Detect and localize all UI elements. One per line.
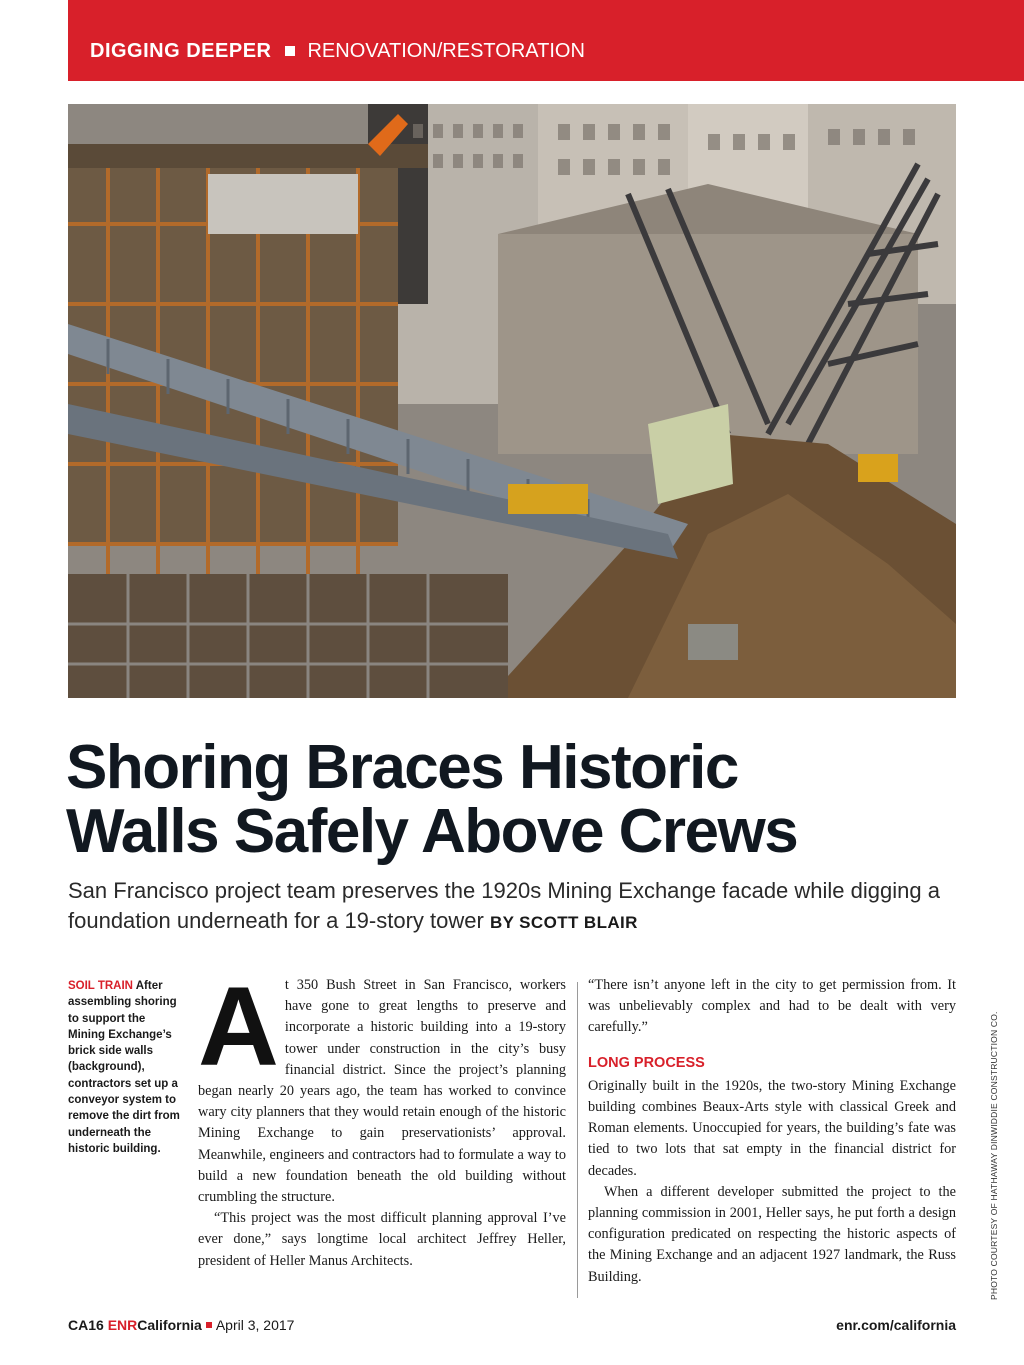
article-paragraph-1: t 350 Bush Street in San Francisco, workers have gone to great lengths to preserve and incorporate a historic building into a 19-story tower under construction in the city’s busy financial district. Since the project’s planning began nearly 20 years ago, the team has worked to convince wary city planners that they would retain enough of the historic Mining Exchange to gain preservationists’ approval. Meanwhile, engineers and contractors had to formulate a way to build a new foundation beneath the old building without crumbling the structure.: [198, 977, 566, 1206]
section-label: [90, 40, 585, 63]
brand-enr: ENR: [107, 1317, 138, 1333]
article-paragraph-2: “This project was the most difficult planning approval I’ve ever done,” says longtime local architect Jeffrey Heller, president of Heller Manus Architects.: [198, 1210, 566, 1269]
subhead: LONG PROCESS: [588, 1054, 705, 1071]
separator-square: [285, 46, 295, 56]
footer-info: [68, 1317, 294, 1333]
page-footer: [68, 1317, 956, 1341]
photo-caption: [68, 978, 180, 1157]
photo-credit: PHOTO COURTESY OF HATHAWAY DINWIDDIE CONSTRUCTION CO.: [989, 1011, 999, 1300]
article-column-1: [198, 964, 566, 1272]
footer-url[interactable]: enr.com/california: [836, 1317, 956, 1333]
subsection-title: RENOVATION/RESTORATION: [307, 40, 585, 62]
deck-text: San Francisco project team preserves the 1920s Mining Exchange facade while digging a foundation underneath for a 19-story tower: [68, 878, 940, 933]
headline-line-2: Walls Safely Above Crews: [66, 797, 798, 866]
caption-tag: SOIL TRAIN: [68, 980, 133, 992]
caption-text: After assembling shoring to support the Mining Exchange’s brick side walls (background), contractors set up a conveyor system to remove the dirt from underneath the historic building.: [68, 980, 180, 1155]
footer-separator: [206, 1322, 212, 1328]
headline-line-1: Shoring Braces Historic: [66, 733, 738, 802]
article-paragraph-3: “There isn’t anyone left in the city to get permission from. It was unbelievably complex and had to be dealt with very carefully.”: [588, 977, 956, 1036]
section-banner: [68, 0, 1024, 81]
column-divider: [577, 982, 578, 1298]
drop-cap: A: [198, 964, 279, 1089]
issue-date: April 3, 2017: [215, 1317, 295, 1333]
section-title: DIGGING DEEPER: [90, 40, 272, 62]
headline: [66, 733, 966, 866]
byline: BY SCOTT BLAIR: [489, 913, 638, 932]
article-column-2: [588, 975, 956, 1288]
page-number: CA16: [68, 1317, 104, 1333]
brand-california: California: [137, 1317, 202, 1333]
deck: [68, 876, 968, 938]
article-paragraph-4: Originally built in the 1920s, the two-story Mining Exchange building combines Beaux-Arts style with classical Greek and Roman elements. Unoccupied for years, the building’s fate was tied to two lots that sat empty in the financial district for decades.: [588, 1077, 956, 1179]
construction-photo: [68, 104, 956, 698]
construction-illustration: [68, 104, 956, 698]
article-paragraph-5: When a different developer submitted the project to the planning commission in 2001, Heller says, he put forth a design configuration predicated on respecting the historic aspects of the Mining Exchange and an adjacent 1927 landmark, the Russ Building.: [588, 1183, 956, 1285]
